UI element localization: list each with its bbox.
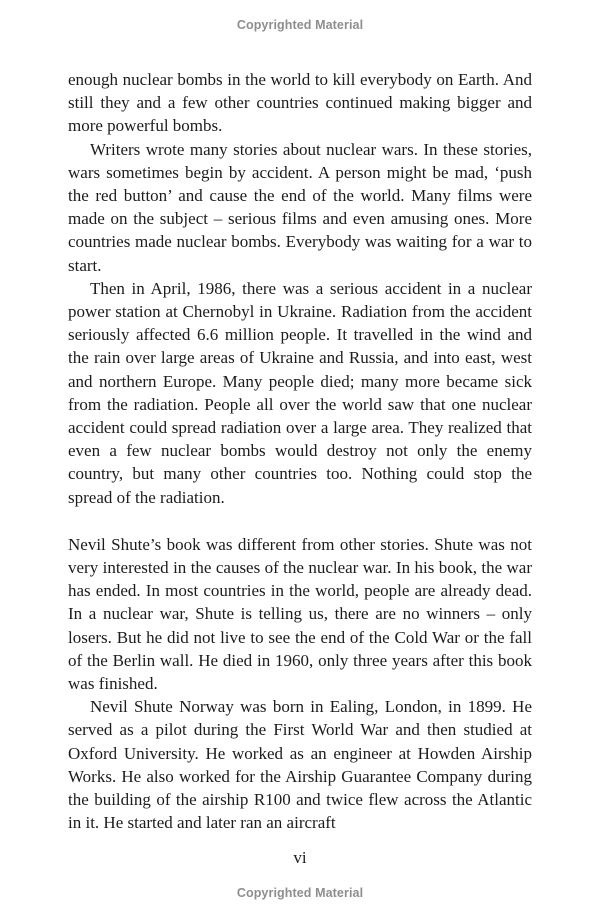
- body-text-block: [68, 68, 532, 835]
- paragraph: Nevil Shute’s book was different from other stories. Shute was not very interested in the causes of the nuclear war. In his book, the war has ended. In most countries in the world, people are already dead. In a nuclear war, Shute is telling us, there are no winners – only losers. But he did not live to see the end of the Cold War or the fall of the Berlin wall. He died in 1960, only three years after this book was finished.: [68, 534, 532, 694]
- copyright-notice-bottom: Copyrighted Material: [236, 886, 364, 900]
- paragraph: Nevil Shute Norway was born in Ealing, London, in 1899. He served as a pilot during the First World War and then studied at Oxford University. He worked as an engineer at Howden Airship Works. He also worked for the Airship Guarantee Company during the building of the airship R100 and twice flew across the Atlantic in it. He started and later ran an aircraft: [68, 697, 532, 833]
- paragraph: enough nuclear bombs in the world to kill everybody on Earth. And still they and a few other countries continued making bigger and more powerful bombs.: [68, 70, 532, 136]
- paragraph: Then in April, 1986, there was a serious accident in a nuclear power station at Chernobyl in Ukraine. Radiation from the accident seriously affected 6.6 million people. It travelled in the wind and the rain over large areas of Ukraine and Russia, and into east, west and northern Europe. Many people died; many more became sick from the radiation. People all over the world saw that one nuclear accident could spread radiation over a large area. They realized that even a few nuclear bombs would destroy not only the enemy country, but many other countries too. Nothing could stop the spread of the radiation.: [68, 278, 532, 507]
- page-number: vi: [293, 848, 307, 867]
- copyright-notice-top: Copyrighted Material: [236, 18, 364, 32]
- paragraph: Writers wrote many stories about nuclear wars. In these stories, wars sometimes begin by accident. A person might be mad, ‘push the red button’ and cause the end of the world. Many films were made on the subject – serious films and even amusing ones. More countries made nuclear bombs. Everybody was waiting for a war to start.: [68, 139, 532, 275]
